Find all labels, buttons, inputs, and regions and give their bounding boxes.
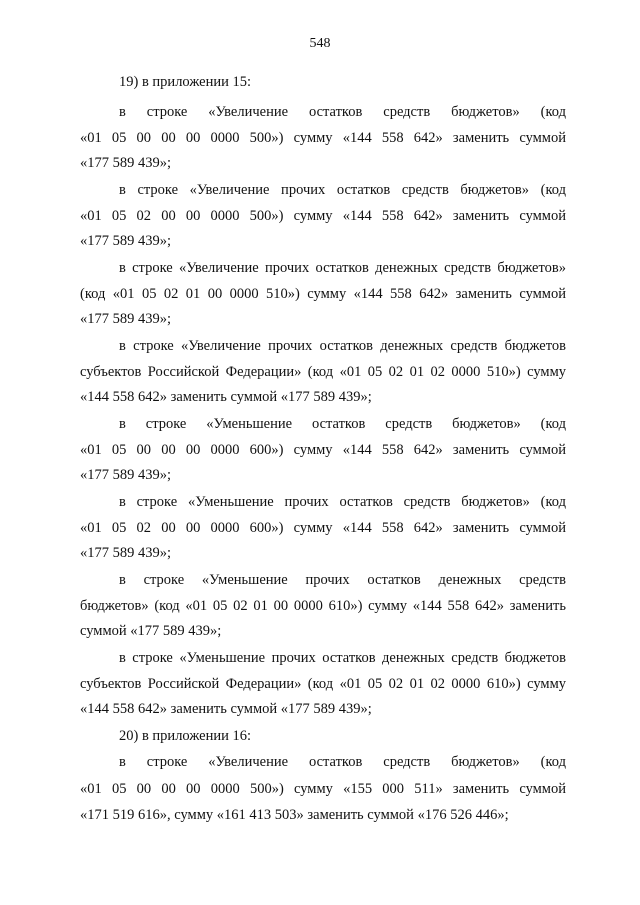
text-line: 20) в приложении 16: xyxy=(119,728,252,744)
text-line: в строке «Уменьшение прочих остатков средств бюджетов» (код xyxy=(119,494,566,510)
text-line: «177 589 439»; xyxy=(80,311,172,327)
text-line: в строке «Увеличение остатков средств бюджетов» (код xyxy=(119,754,566,770)
text-line: «177 589 439»; xyxy=(80,155,172,171)
text-line: «01 05 02 00 00 0000 500») сумму «144 558 642» заменить суммой xyxy=(80,208,566,224)
text-line: «177 589 439»; xyxy=(80,467,172,483)
text-line: субъектов Российской Федерации» (код «01 05 02 01 02 0000 610») сумму xyxy=(80,676,566,692)
text-line: в строке «Уменьшение прочих остатков денежных средств бюджетов xyxy=(119,650,566,666)
text-line: «144 558 642» заменить суммой «177 589 439»; xyxy=(80,701,372,717)
text-line: «01 05 02 00 00 0000 600») сумму «144 558 642» заменить суммой xyxy=(80,520,566,536)
text-line: «01 05 00 00 00 0000 500») сумму «155 000 511» заменить суммой xyxy=(80,781,566,797)
text-line: в строке «Уменьшение прочих остатков денежных средств xyxy=(119,572,566,588)
text-line: субъектов Российской Федерации» (код «01 05 02 01 02 0000 510») сумму xyxy=(80,364,566,380)
text-line: в строке «Увеличение прочих остатков денежных средств бюджетов» xyxy=(119,260,566,276)
text-line: 19) в приложении 15: xyxy=(119,74,252,90)
text-line: в строке «Увеличение прочих остатков денежных средств бюджетов xyxy=(119,338,566,354)
text-line: «171 519 616», сумму «161 413 503» заменить суммой «176 526 446»; xyxy=(80,807,509,823)
page-number: 548 xyxy=(309,36,331,51)
text-line: в строке «Увеличение остатков средств бюджетов» (код xyxy=(119,104,566,120)
text-line: в строке «Уменьшение остатков средств бюджетов» (код xyxy=(119,416,566,432)
text-line: (код «01 05 02 01 00 0000 510») сумму «144 558 642» заменить суммой xyxy=(80,286,566,302)
text-line: в строке «Увеличение прочих остатков средств бюджетов» (код xyxy=(119,182,566,198)
text-line: суммой «177 589 439»; xyxy=(80,623,222,639)
text-line: «01 05 00 00 00 0000 500») сумму «144 558 642» заменить суммой xyxy=(80,130,566,146)
text-line: «144 558 642» заменить суммой «177 589 439»; xyxy=(80,389,372,405)
text-line: «01 05 00 00 00 0000 600») сумму «144 558 642» заменить суммой xyxy=(80,442,566,458)
text-line: бюджетов» (код «01 05 02 01 00 0000 610») сумму «144 558 642» заменить xyxy=(80,598,566,614)
text-line: «177 589 439»; xyxy=(80,233,172,249)
text-line: «177 589 439»; xyxy=(80,545,172,561)
